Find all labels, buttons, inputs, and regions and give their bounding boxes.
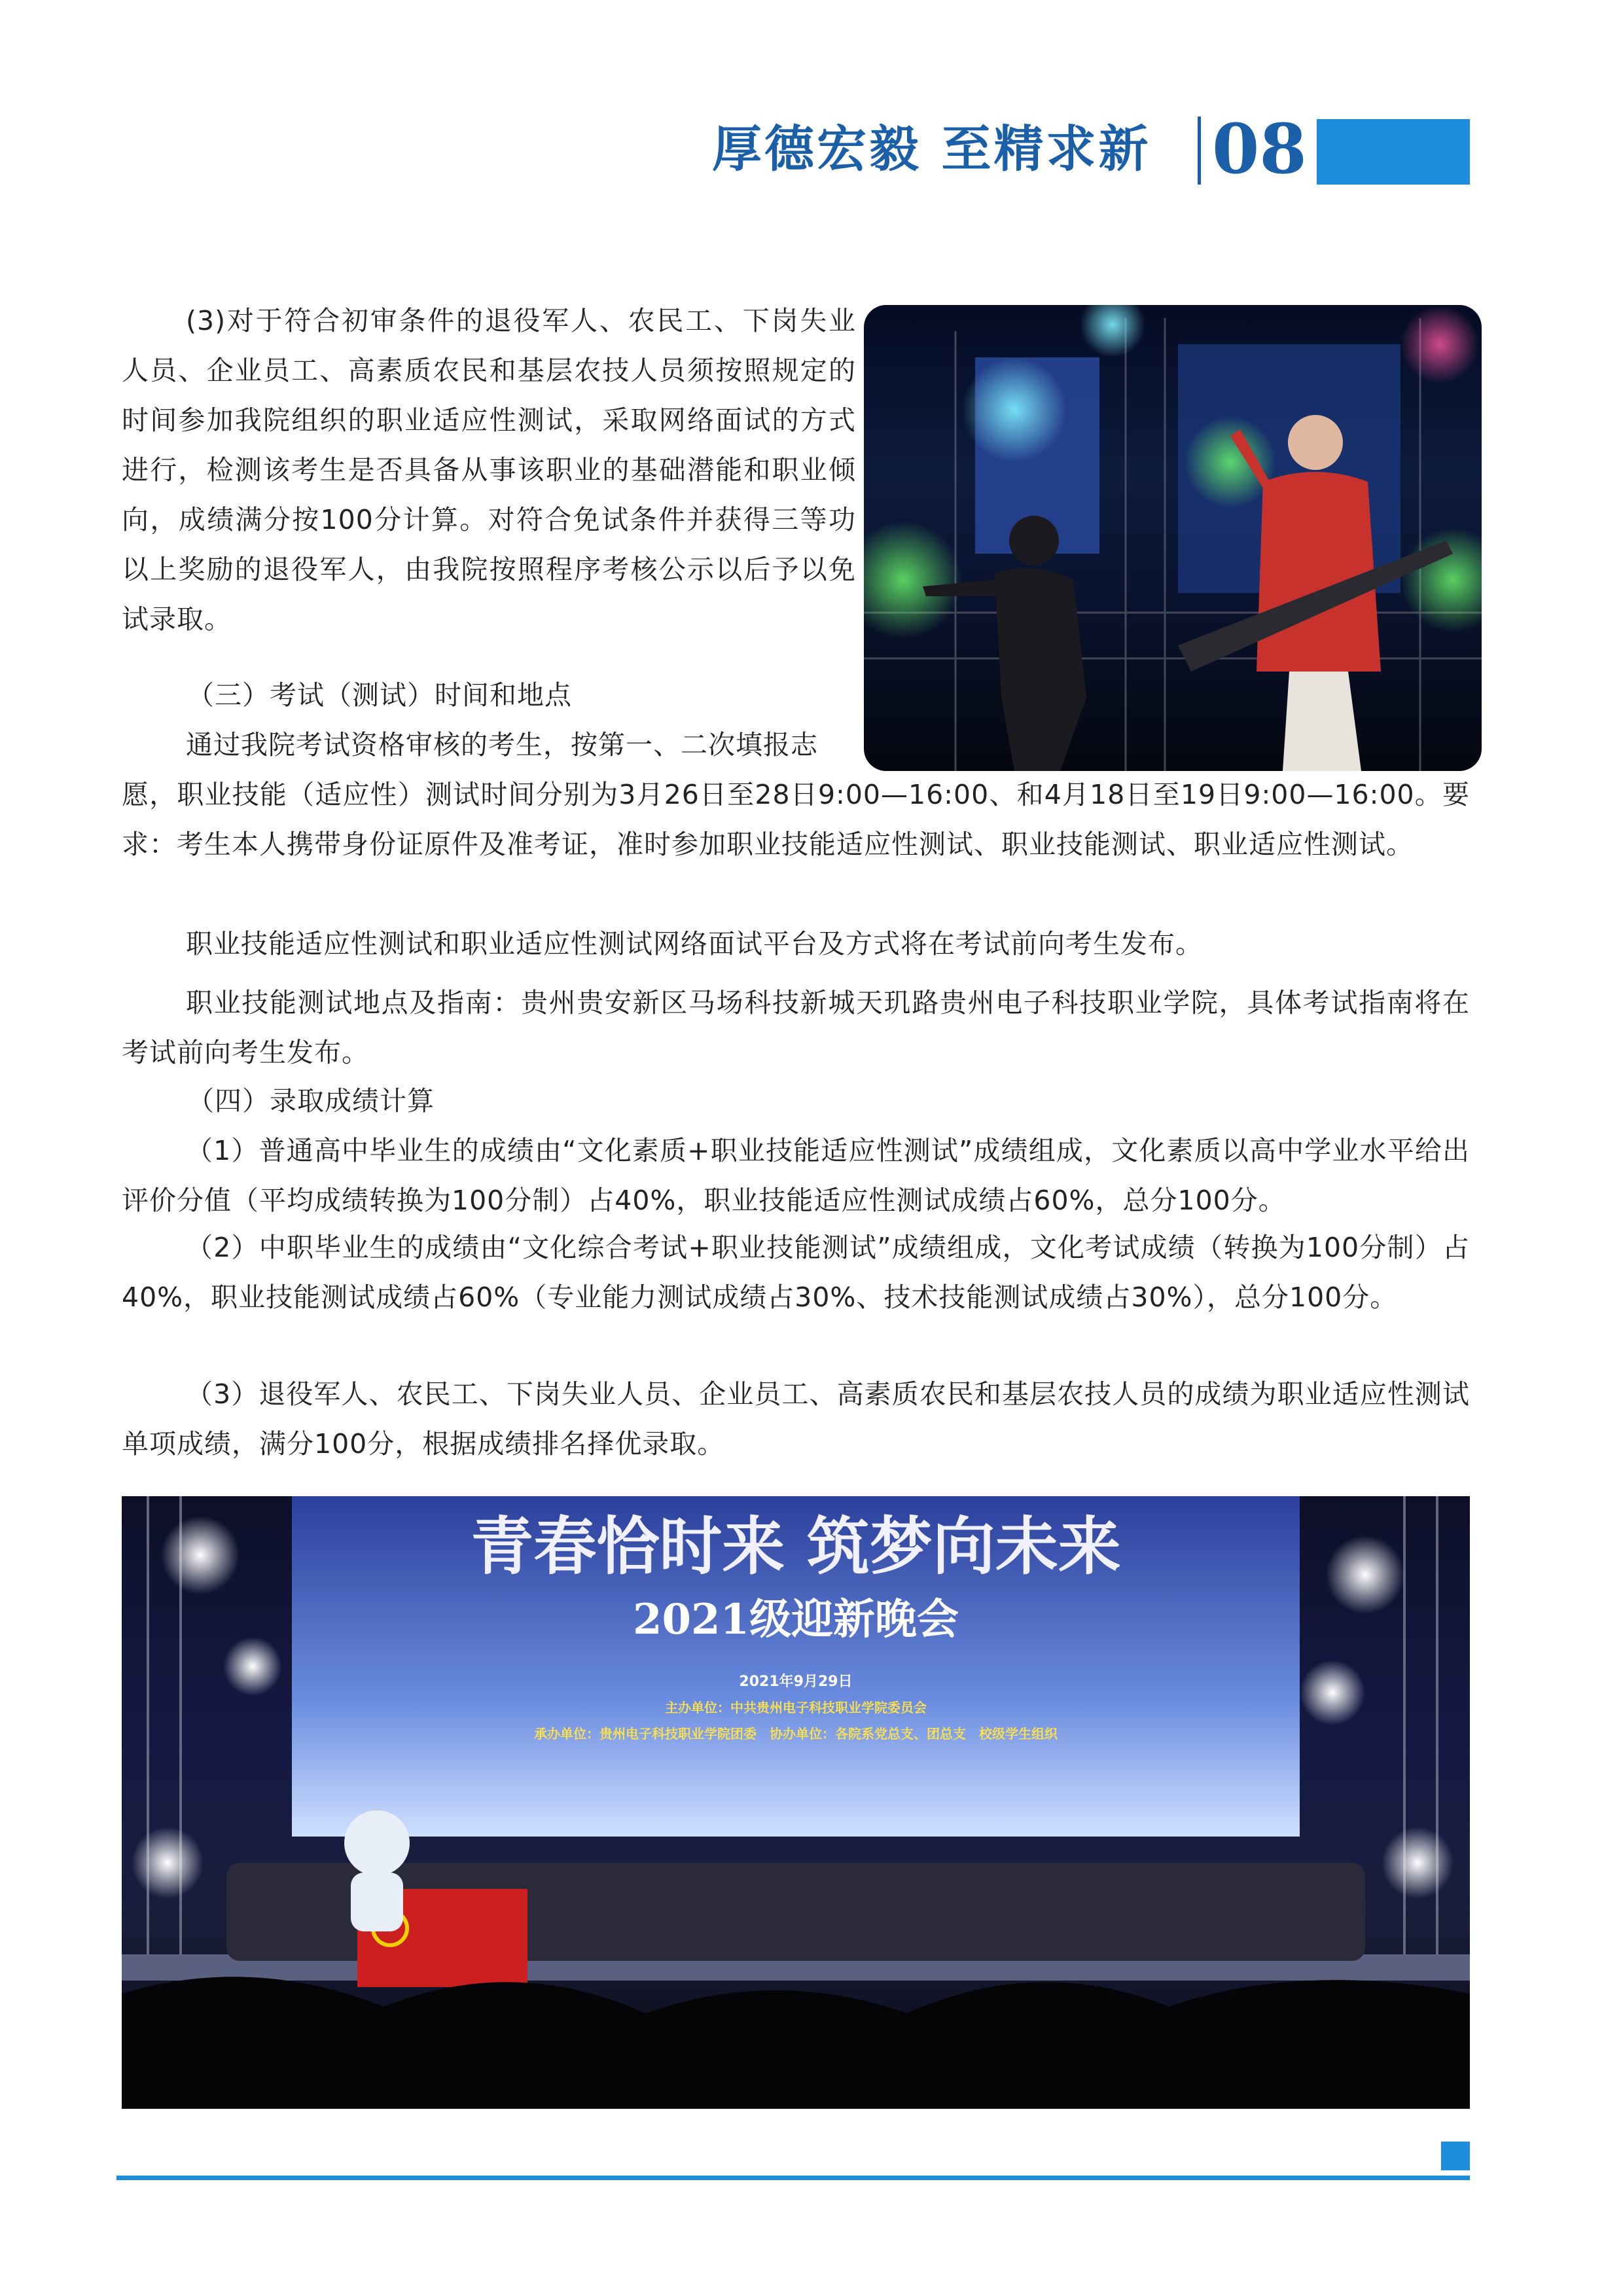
paragraph-high-school-score: （1）普通高中毕业生的成绩由“文化素质+职业技能适应性测试”成绩组成，文化素质以高中学业水平给出评价分值（平均成绩转换为100分制）占40%，职业技能适应性测试成绩占60%，总分100分。 <box>122 1135 1470 1216</box>
footer-rule <box>116 2176 1470 2180</box>
header-accent-bar <box>1317 119 1470 185</box>
paragraph-vocational-school-score: （2）中职毕业生的成绩由“文化综合考试+职业技能测试”成绩组成，文化考试成绩（转换为100分制）占40%，职业技能测试成绩占60%（专业能力测试成绩占30%、技术技能测试成绩占30%），总分100分。 <box>122 1232 1470 1313</box>
gala-organizer: 承办单位：贵州电子科技职业学院团委 协办单位：各院系党总支、团总支 校级学生组织 <box>534 1726 1058 1742</box>
page-number: 08 <box>1212 109 1307 189</box>
paragraph-test-location: 职业技能测试地点及指南：贵州贵安新区马场科技新城天玑路贵州电子科技职业学院，具体考试指南将在考试前向考生发布。 <box>122 987 1470 1068</box>
section-heading-exam-time-place: （三）考试（测试）时间和地点 <box>187 679 572 711</box>
paragraph-retired-soldiers-test: (3)对于符合初审条件的退役军人、农民工、下岗失业人员、企业员工、高素质农民和基层农技人员须按照规定的时间参加我院组织的职业适应性测试，采取网络面试的方式进行，检测该考生是否具备从事该职业的基础潜能和职业倾向，成绩满分按100分计算。对符合免试条件并获得三等功以上奖励的退役军人，由我院按照程序考核公示以后予以免试录取。 <box>122 305 856 635</box>
welcome-gala-illustration <box>122 1496 1470 2109</box>
section-heading-admission-score: （四）录取成绩计算 <box>187 1085 435 1117</box>
paragraph-exam-schedule: 愿，职业技能（适应性）测试时间分别为3月26日至28日9:00—16:00、和4月18日至19日9:00—16:00。要求：考生本人携带身份证原件及准考证，准时参加职业技能适应性测试、职业技能测试、职业适应性测试。 <box>122 779 1470 860</box>
page-motto: 厚德宏毅 至精求新 <box>712 120 1151 178</box>
header-divider <box>1198 117 1201 185</box>
gala-slogan: 青春恰时来 筑梦向未来 <box>471 1509 1121 1583</box>
gala-host: 主办单位：中共贵州电子科技职业学院委员会 <box>665 1700 927 1715</box>
welcome-gala-photo <box>122 1496 1470 2109</box>
gala-date: 2021年9月29日 <box>739 1674 853 1690</box>
gala-event-title: 2021级迎新晚会 <box>632 1595 959 1644</box>
paragraph-retired-soldiers-score: （3）退役军人、农民工、下岗失业人员、企业员工、高素质农民和基层农技人员的成绩为职业适应性测试单项成绩，满分100分，根据成绩排名择优录取。 <box>122 1378 1470 1460</box>
paragraph-exam-schedule-lead: 通过我院考试资格审核的考生，按第一、二次填报志 <box>186 729 818 761</box>
paragraph-online-interview-platform: 职业技能适应性测试和职业适应性测试网络面试平台及方式将在考试前向考生发布。 <box>186 928 1203 960</box>
footer-accent-square <box>1441 2142 1470 2170</box>
concert-photo-illustration <box>864 305 1482 771</box>
concert-photo <box>864 305 1482 771</box>
